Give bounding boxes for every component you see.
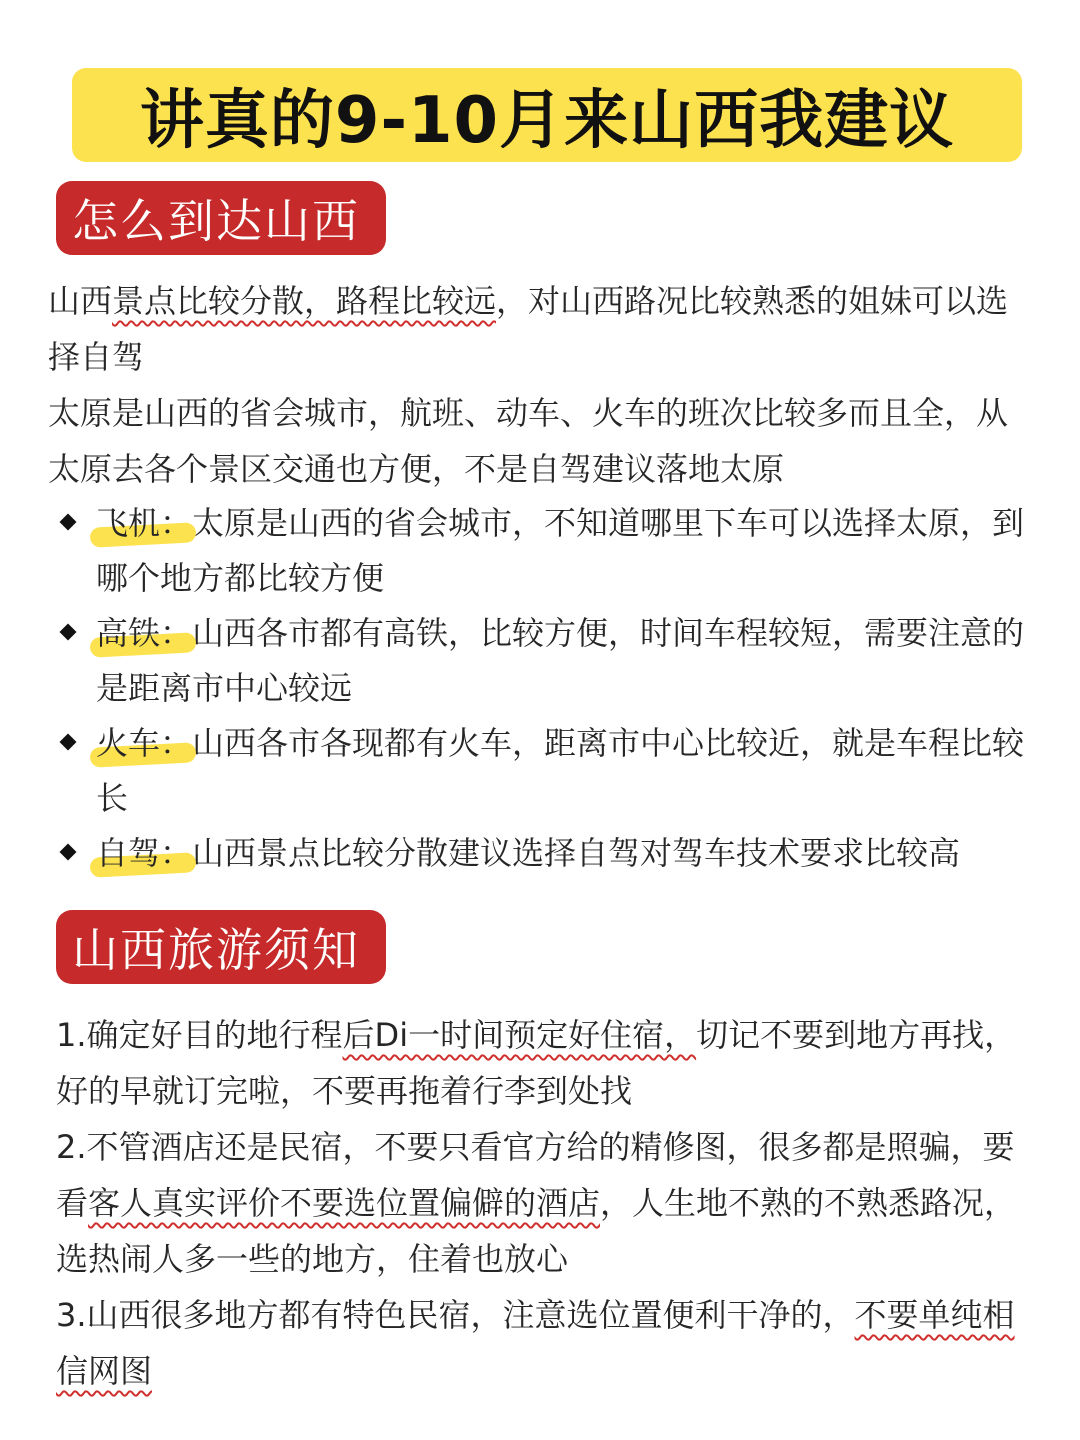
list-item [58, 606, 1048, 716]
note-item [56, 1287, 1041, 1399]
diamond-bullet-icon [60, 514, 77, 531]
diamond-bullet-icon [60, 624, 77, 641]
taiyuan-paragraph: 太原是山西的省会城市，航班、动车、火车的班次比较多而且全，从太原去各个景区交通也方便，不是自驾建议落地太原 [48, 394, 1009, 488]
note-item [56, 1119, 1041, 1287]
note-text-start: 3.山西很多地方都有特色民宿，注意选位置便利干净的， [56, 1296, 855, 1334]
travel-notes [56, 1007, 1041, 1399]
intro-text-start: 山西 [48, 282, 113, 320]
transport-text: 太原是山西的省会城市，不知道哪里下车可以选择太原，到哪个地方都比较方便 [96, 504, 1025, 597]
transport-text: 山西各市各现都有火车，距离市中心比较近，就是车程比较长 [96, 724, 1025, 817]
note-text-end: ，人生地不熟的不熟悉路况，选热闹人多一些的地方，住着也放心 [56, 1184, 1017, 1278]
list-item [58, 716, 1048, 826]
note-highlight: 客人真实评价不要选位置偏僻的酒店 [88, 1184, 601, 1222]
note-item [56, 1007, 1041, 1119]
page-title: 讲真的9-10月来山西我建议 [139, 84, 955, 158]
transport-label: 自驾： [96, 826, 192, 881]
section-heading-arrival: 怎么到达山西 [56, 181, 386, 255]
note-highlight: 后Di一时间预定好住宿， [342, 1016, 697, 1054]
transport-list [58, 496, 1048, 881]
note-text-start: 2.不管酒店还是民宿，不要只看官方给的精修图，很多都是照骗，要看 [56, 1128, 1015, 1222]
title-banner [72, 68, 1022, 162]
intro-text-end: ，对山西路况比较熟悉的姐妹可以选择自驾 [48, 282, 1009, 376]
transport-label: 高铁： [96, 606, 192, 661]
intro-highlight: 景点比较分散，路程比较远 [112, 282, 497, 320]
diamond-bullet-icon [60, 734, 77, 751]
transport-label: 火车： [96, 716, 192, 771]
list-item [58, 826, 1048, 881]
transport-text: 山西景点比较分散建议选择自驾对驾车技术要求比较高 [192, 834, 961, 872]
note-text-end: 切记不要到地方再找，好的早就订完啦，不要再拖着行李到处找 [56, 1016, 1017, 1110]
note-text-start: 1.确定好目的地行程 [56, 1016, 343, 1054]
note-highlight: 不要单纯相信网图 [56, 1296, 1015, 1390]
list-item [58, 496, 1048, 606]
intro-paragraph [48, 273, 1038, 385]
section-heading-tips: 山西旅游须知 [56, 910, 386, 984]
transport-text: 山西各市都有高铁，比较方便，时间车程较短，需要注意的是距离市中心较远 [96, 614, 1025, 707]
diamond-bullet-icon [60, 844, 77, 861]
transport-label: 飞机： [96, 496, 192, 551]
